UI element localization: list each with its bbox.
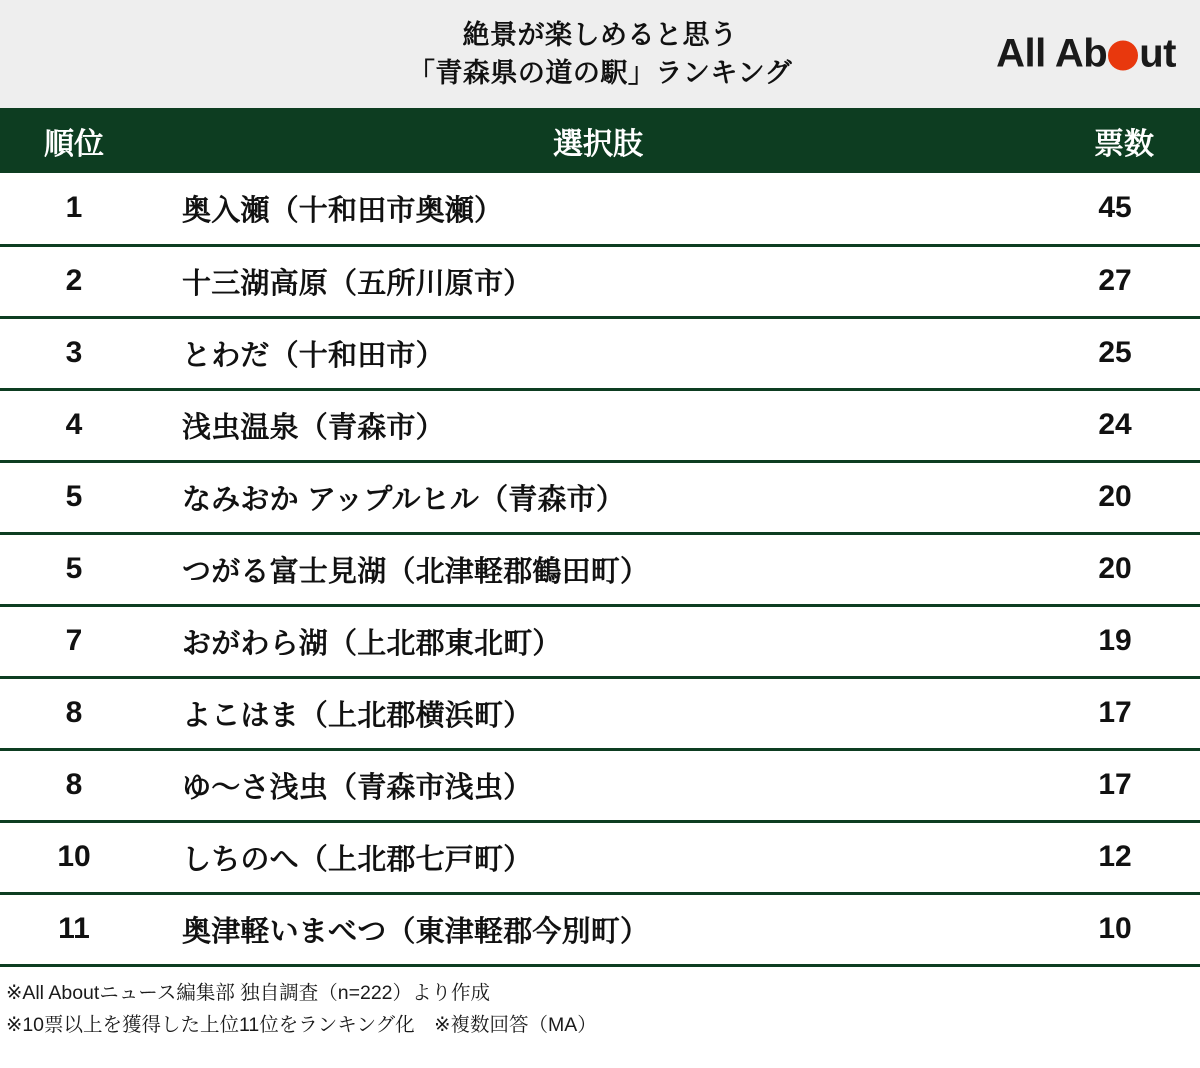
table-row <box>0 317 1200 389</box>
table-row <box>0 389 1200 461</box>
cell-rank: 8 <box>0 677 148 749</box>
cell-rank: 4 <box>0 389 148 461</box>
page-title-line2: 「青森県の道の駅」ランキング <box>407 58 793 88</box>
cell-choice: 十三湖高原（五所川原市） <box>148 245 1048 317</box>
cell-votes: 17 <box>1048 677 1200 749</box>
cell-votes: 20 <box>1048 533 1200 605</box>
cell-choice: 奥入瀬（十和田市奥瀬） <box>148 173 1048 245</box>
cell-rank: 8 <box>0 749 148 821</box>
cell-votes: 25 <box>1048 317 1200 389</box>
cell-votes: 10 <box>1048 893 1200 965</box>
cell-choice: ゆ〜さ浅虫（青森市浅虫） <box>148 749 1048 821</box>
cell-choice: 奥津軽いまべつ（東津軽郡今別町） <box>148 893 1048 965</box>
page-title-line1: 絶景が楽しめると思う <box>462 19 738 50</box>
cell-rank: 1 <box>0 173 148 245</box>
cell-rank: 11 <box>0 893 148 965</box>
cell-rank: 3 <box>0 317 148 389</box>
cell-choice: なみおか アップルヒル（青森市） <box>148 461 1048 533</box>
cell-votes: 27 <box>1048 245 1200 317</box>
table-row <box>0 173 1200 245</box>
footnote-source: ※All Aboutニュース編集部 独自調査（n=222）より作成 <box>6 981 491 1004</box>
cell-choice: しちのへ（上北郡七戸町） <box>148 821 1048 893</box>
cell-rank: 7 <box>0 605 148 677</box>
column-header-rank: 順位 <box>0 108 148 173</box>
table-row <box>0 605 1200 677</box>
cell-choice: 浅虫温泉（青森市） <box>148 389 1048 461</box>
table-row <box>0 677 1200 749</box>
footnotes <box>0 967 1200 1041</box>
cell-votes: 12 <box>1048 821 1200 893</box>
column-header-choice: 選択肢 <box>148 108 1048 173</box>
table-row <box>0 245 1200 317</box>
cell-votes: 19 <box>1048 605 1200 677</box>
cell-rank: 10 <box>0 821 148 893</box>
table-header <box>0 108 1200 173</box>
logo-dot-icon <box>1108 41 1138 71</box>
cell-votes: 17 <box>1048 749 1200 821</box>
cell-votes: 24 <box>1048 389 1200 461</box>
footnote-method: ※10票以上を獲得した上位11位をランキング化 ※複数回答（MA） <box>6 1013 597 1036</box>
cell-choice: よこはま（上北郡横浜町） <box>148 677 1048 749</box>
column-header-votes: 票数 <box>1048 108 1200 173</box>
table-row <box>0 821 1200 893</box>
page-title <box>408 16 792 93</box>
header <box>0 0 1200 108</box>
table-body <box>0 173 1200 965</box>
logo-text-1: All Ab <box>996 31 1108 76</box>
table-header-row <box>0 108 1200 173</box>
table-row <box>0 893 1200 965</box>
cell-votes: 45 <box>1048 173 1200 245</box>
cell-votes: 20 <box>1048 461 1200 533</box>
logo-text-2: ut <box>1139 31 1176 76</box>
cell-rank: 5 <box>0 533 148 605</box>
cell-rank: 5 <box>0 461 148 533</box>
table-row <box>0 749 1200 821</box>
cell-choice: とわだ（十和田市） <box>148 317 1048 389</box>
ranking-table <box>0 108 1200 967</box>
allabout-logo <box>996 32 1176 77</box>
cell-choice: つがる富士見湖（北津軽郡鶴田町） <box>148 533 1048 605</box>
cell-choice: おがわら湖（上北郡東北町） <box>148 605 1048 677</box>
table-row <box>0 533 1200 605</box>
table-row <box>0 461 1200 533</box>
cell-rank: 2 <box>0 245 148 317</box>
